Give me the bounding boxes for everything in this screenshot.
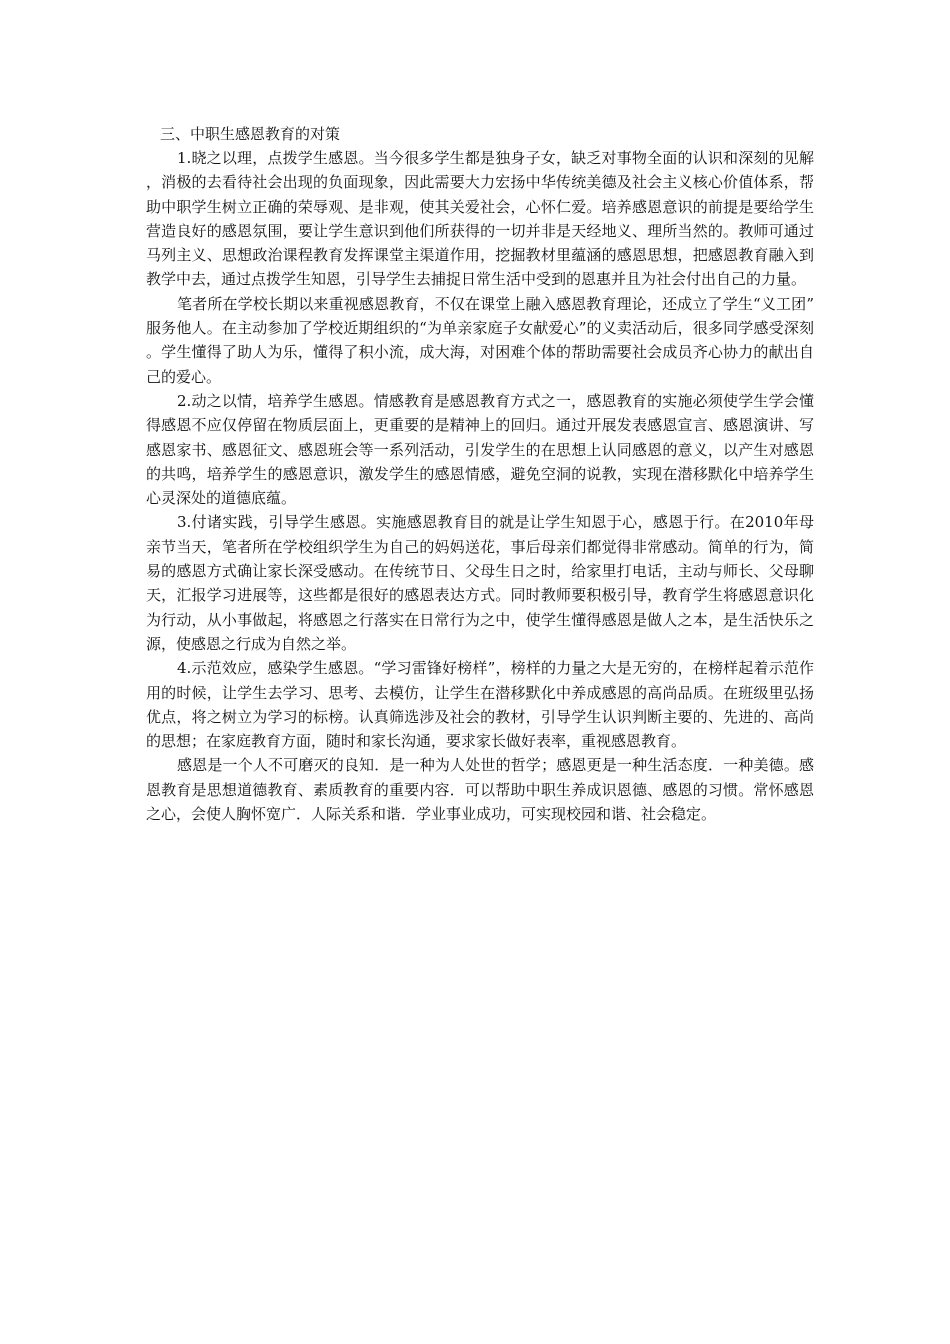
- paragraph-practice: 3.付诸实践，引导学生感恩。实施感恩教育目的就是让学生知恩于心，感恩于行。在2010年母亲节当天，笔者所在学校组织学生为自己的妈妈送花，事后母亲们都觉得非常感动。简单的行为，简易的感恩方式确让家长深受感动。在传统节日、父母生日之时，给家里打电话，主动与师长、父母聊天，汇报学习进展等，这些都是很好的感恩表达方式。同时教师要积极引导，教育学生将感恩意识化为行动，从小事做起，将感恩之行落实在日常行为之中，使学生懂得感恩是做人之本，是生活快乐之源，使感恩之行成为自然之举。: [146, 513, 814, 653]
- paragraph-role-model: 4.示范效应，感染学生感恩。“学习雷锋好榜样”，榜样的力量之大是无穷的，在榜样起着示范作用的时候，让学生去学习、思考、去模仿，让学生在潜移默化中养成感恩的高尚品质。在班级里弘扬优点，将之树立为学习的标榜。认真筛选涉及社会的教材，引导学生认识判断主要的、先进的、高尚的思想；在家庭教育方面，随时和家长沟通，要求家长做好表率，重视感恩教育。: [146, 659, 814, 751]
- section-heading: 三、中职生感恩教育的对策: [160, 125, 341, 143]
- paragraph-emotion: 2.动之以情，培养学生感恩。情感教育是感恩教育方式之一，感恩教育的实施必须使学生学会懂得感恩不应仅停留在物质层面上，更重要的是精神上的回归。通过开展发表感恩宣言、感恩演讲、写感恩家书、感恩征文、感恩班会等一系列活动，引发学生的在思想上认同感恩的意义，以产生对感恩的共鸣，培养学生的感恩意识，激发学生的感恩情感，避免空洞的说教，实现在潜移默化中培养学生心灵深处的道德底蕴。: [146, 391, 814, 508]
- paragraph-school-practice: 笔者所在学校长期以来重视感恩教育，不仅在课堂上融入感恩教育理论，还成立了学生“义工团”服务他人。在主动参加了学校近期组织的“为单亲家庭子女献爱心”的义卖活动后，很多同学感受深刻。学生懂得了助人为乐，懂得了积小流，成大海，对困难个体的帮助需要社会成员齐心协力的献出自己的爱心。: [146, 294, 814, 386]
- paragraph-conclusion: 感恩是一个人不可磨灭的良知．是一种为人处世的哲学；感恩更是一种生活态度．一种美德。感恩教育是思想道德教育、素质教育的重要内容．可以帮助中职生养成识恩德、感恩的习惯。常怀感恩之心，会使人胸怀宽广．人际关系和谐．学业事业成功，可实现校园和谐、社会稳定。: [146, 756, 814, 824]
- document-body: [146, 122, 814, 826]
- paragraph-reasoning: 1.晓之以理，点拨学生感恩。当今很多学生都是独身子女，缺乏对事物全面的认识和深刻的见解，消极的去看待社会出现的负面现象，因此需要大力宏扬中华传统美德及社会主义核心价值体系，帮助中职学生树立正确的荣辱观、是非观，使其关爱社会，心怀仁爱。培养感恩意识的前提是要给学生营造良好的感恩氛围，要让学生意识到他们所获得的一切并非是天经地义、理所当然的。教师可通过马列主义、思想政治课程教育发挥课堂主渠道作用，挖掘教材里蕴涵的感恩思想，把感恩教育融入到教学中去，通过点拨学生知恩，引导学生去捕捉日常生活中受到的恩惠并且为社会付出自己的力量。: [146, 149, 814, 289]
